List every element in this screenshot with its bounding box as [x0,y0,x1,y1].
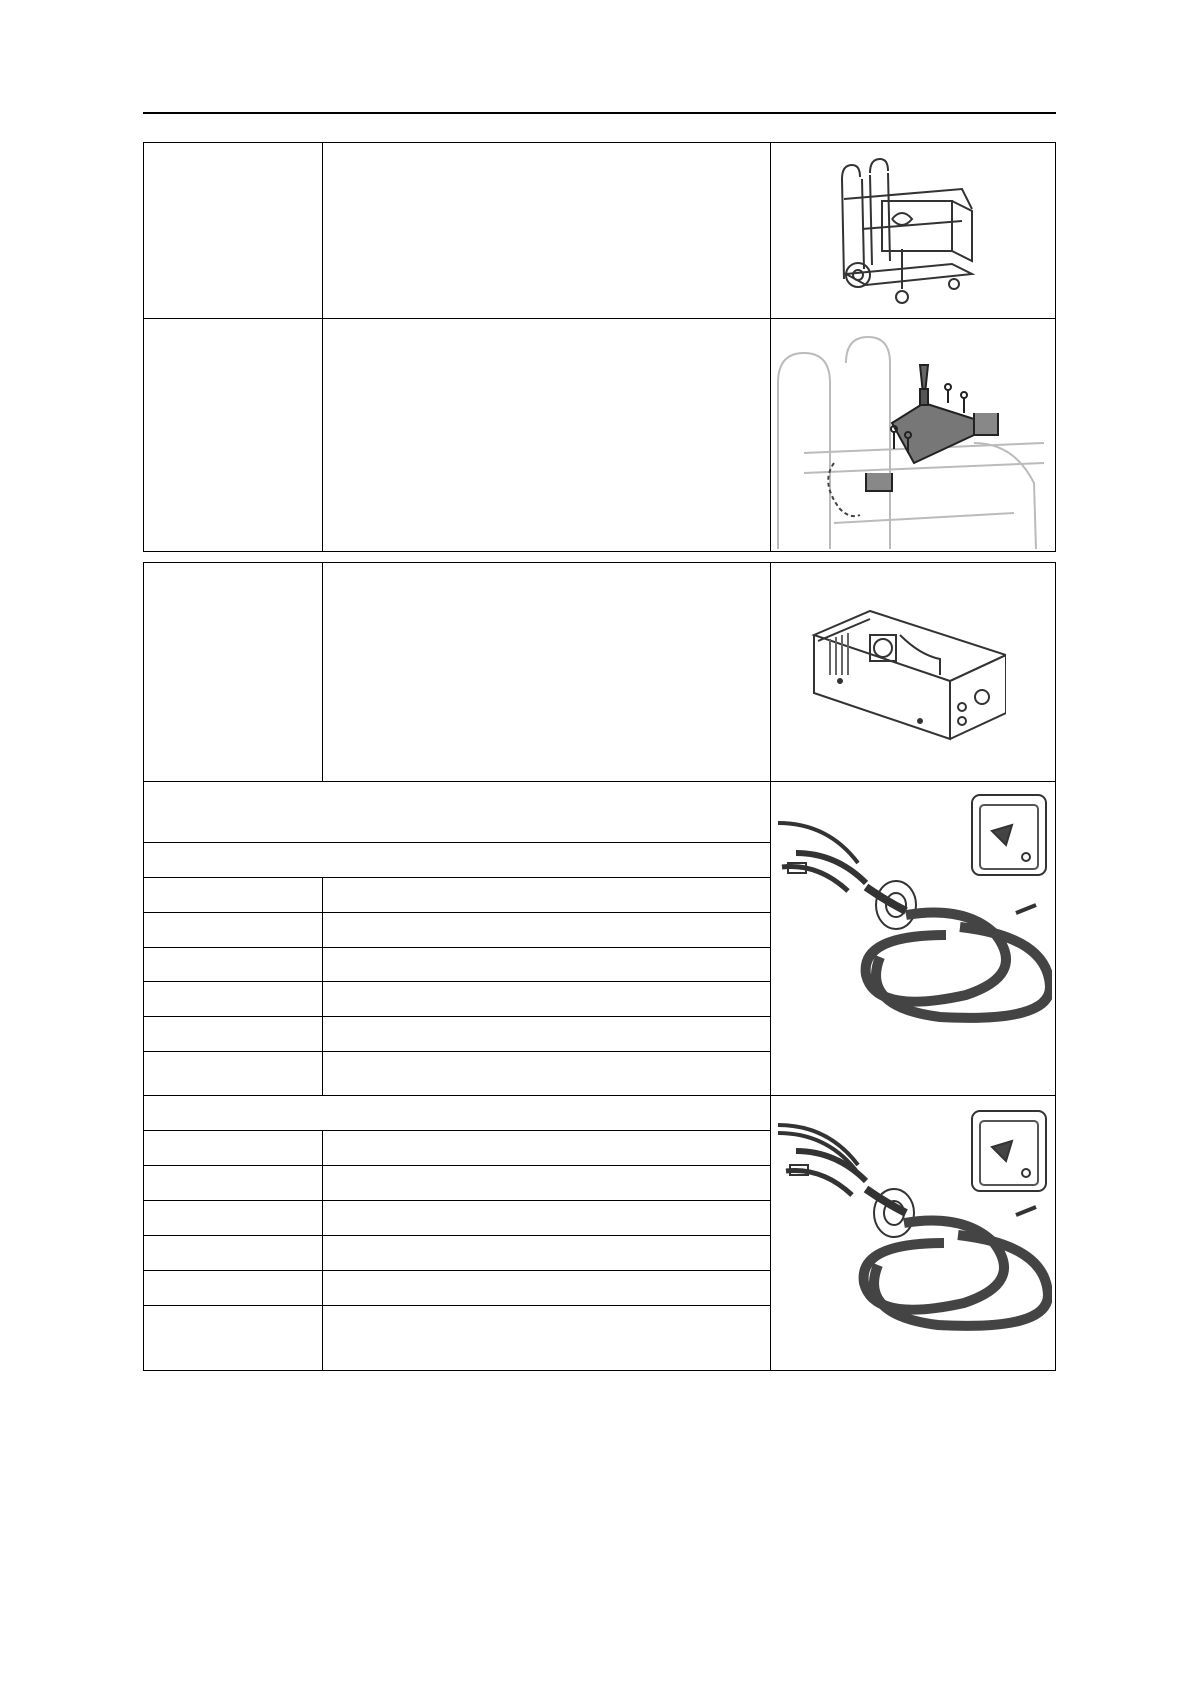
row-divider [144,1200,770,1201]
column-divider [322,143,323,551]
column-divider [770,563,771,1370]
column-divider [322,563,323,781]
row-divider [144,1130,770,1131]
column-divider [770,143,771,551]
row-divider [144,877,770,878]
row-divider [144,1165,770,1166]
cooling-unit-illustration [810,585,1006,755]
row-divider [144,981,770,982]
row-divider [144,318,1055,319]
row-divider [144,1305,770,1306]
row-divider [144,947,770,948]
accessories-table-2 [143,562,1056,1371]
column-divider [322,1130,323,1370]
row-divider [144,912,770,913]
row-divider [144,1016,770,1017]
trolley-illustration [822,149,982,315]
interconnection-cable-illustration [776,787,1052,1083]
water-cooled-interconnection-cable-illustration [776,1099,1052,1367]
column-divider [322,877,323,1095]
row-divider [144,781,1055,782]
cable-holder-bracket-illustration [774,323,1052,549]
row-divider [144,1095,1055,1096]
row-divider [144,1235,770,1236]
header-rule [143,112,1056,114]
row-divider [144,842,770,843]
row-divider [144,1051,770,1052]
accessories-table-1 [143,142,1056,552]
row-divider [144,1270,770,1271]
